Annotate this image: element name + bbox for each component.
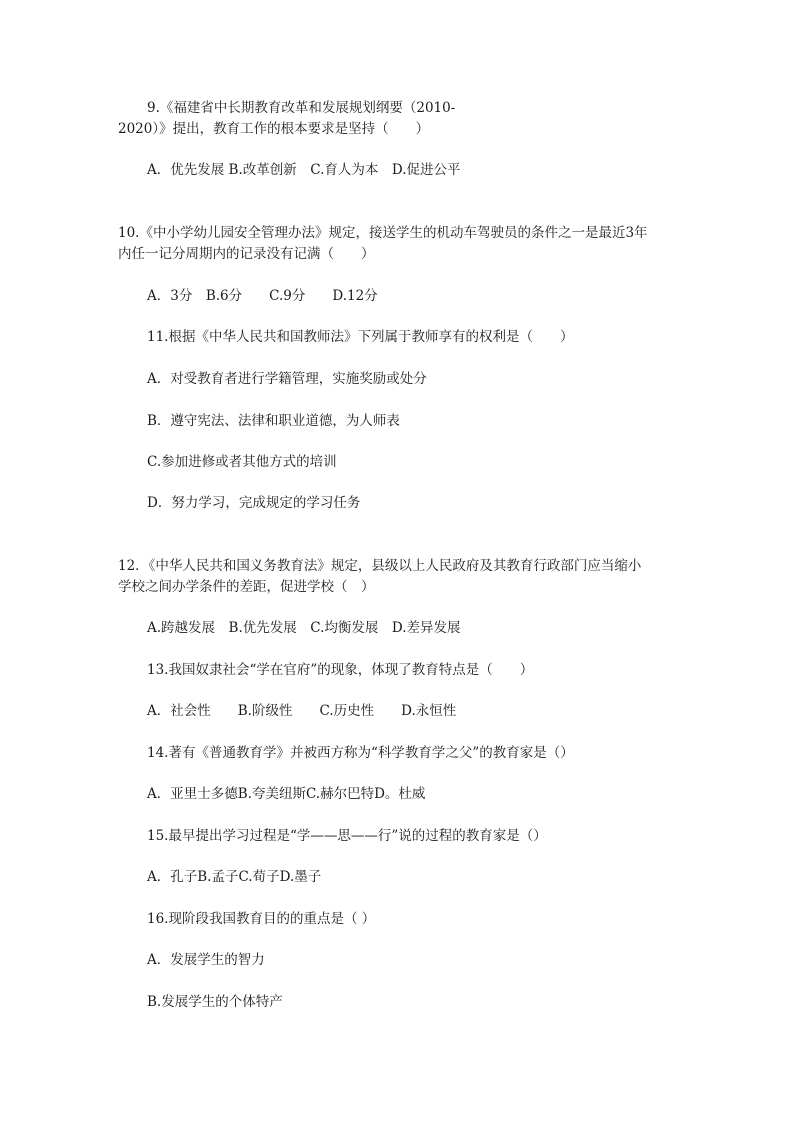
question-14-stem: 14.著有《普通教育学》并被西方称为“科学教育学之父”的教育家是（） [147, 745, 574, 761]
question-12-options: A.跨越发展 B.优先发展 C.均衡发展 D.差异发展 [147, 620, 461, 636]
question-10-stem-line-2: 内任一记分周期内的记录没有记满（ ） [118, 246, 375, 262]
question-15-options: A．孔子B.孟子C.荀子D.墨子 [147, 869, 322, 885]
question-14-options: A．亚里士多德B.夸美纽斯C.赫尔巴特D。杜威 [147, 786, 426, 802]
question-10-stem-line-1: 10.《中小学幼儿园安全管理办法》规定，接送学生的机动车驾驶员的条件之一是最近3年 [118, 225, 648, 241]
question-13-stem: 13.我国奴隶社会“学在官府”的现象，体现了教育特点是（ ） [147, 662, 534, 678]
question-12-stem-line-1: 12．《中华人民共和国义务教育法》规定，县级以上人民政府及其教育行政部门应当缩小 [118, 558, 642, 574]
question-9-stem-line-1: 9.《福建省中长期教育改革和发展规划纲要（2010- [147, 100, 456, 116]
question-12-stem-line-2: 学校之间办学条件的差距，促进学校（ ） [118, 579, 375, 595]
question-16-option-b: B.发展学生的个体特产 [147, 994, 283, 1010]
question-13-options: A．社会性 B.阶级性 C.历史性 D.永恒性 [147, 703, 457, 719]
question-11-option-d: D．努力学习，完成规定的学习任务 [147, 495, 361, 511]
question-16-stem: 16.现阶段我国教育目的的重点是（ ） [147, 911, 376, 927]
question-11-stem: 11.根据《中华人民共和国教师法》下列属于教师享有的权利是（ ） [147, 329, 574, 345]
question-9-options: A．优先发展 B.改革创新 C.育人为本 D.促进公平 [147, 162, 461, 178]
question-10-options: A．3分 B.6分 C.9分 D.12分 [147, 288, 378, 304]
question-11-option-a: A．对受教育者进行学籍管理，实施奖励或处分 [147, 371, 427, 387]
question-16-option-a: A．发展学生的智力 [147, 952, 265, 968]
question-11-option-b: B．遵守宪法、法律和职业道德，为人师表 [147, 413, 400, 429]
question-15-stem: 15.最早提出学习过程是“学——思——行”说的过程的教育家是（） [147, 828, 547, 844]
question-9-stem-line-2: 2020）》提出，教育工作的根本要求是坚持（ ） [118, 121, 430, 137]
question-11-option-c: C.参加进修或者其他方式的培训 [147, 454, 337, 470]
